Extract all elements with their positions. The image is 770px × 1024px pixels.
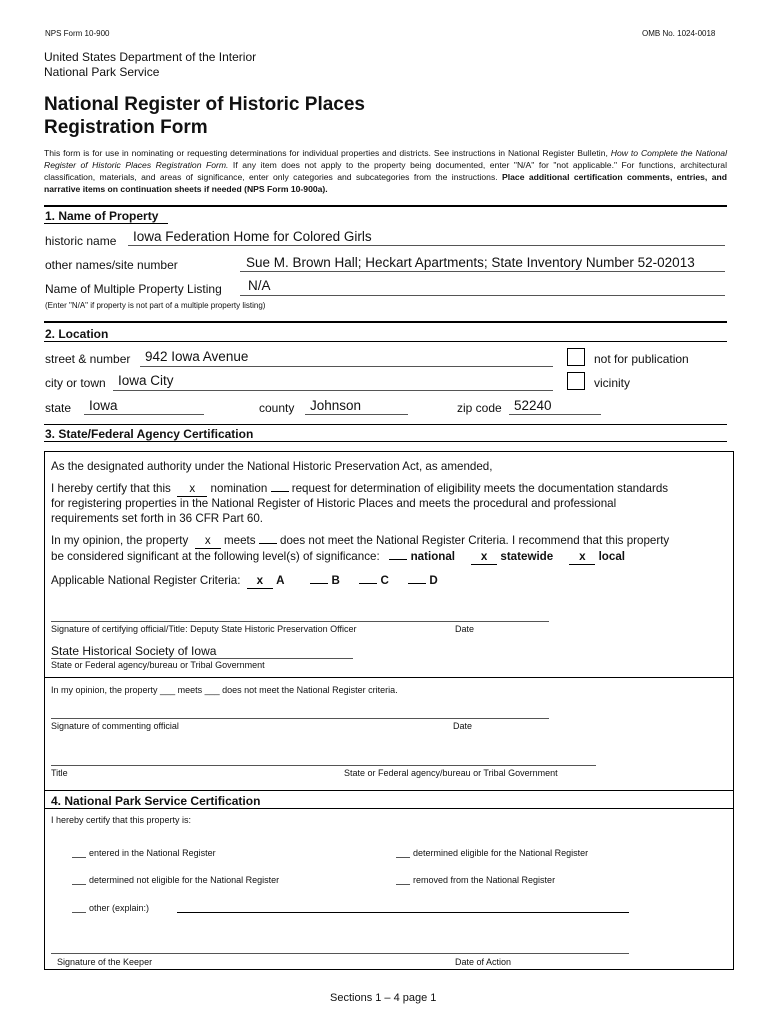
official-signature-line[interactable] [51,621,549,622]
certify-line2: for registering properties in the National Register of Historic Places and meets the procedural and professional [51,497,617,510]
opinion2-text: In my opinion, the property ___ meets ___ does not meet the National Register criteria. [51,685,398,695]
other-names-label: other names/site number [45,258,178,272]
determined-eligible-blank[interactable] [396,857,410,858]
section3-box-divider [44,677,734,678]
not-eligible-label: determined not eligible for the National Register [89,875,280,885]
nomination-mark[interactable]: x [177,481,207,497]
entered-label: entered in the National Register [89,848,216,858]
county-label: county [259,401,295,415]
section2-heading: 2. Location [45,327,109,341]
page-footer: Sections 1 – 4 page 1 [330,992,437,1004]
title-label: Title [51,768,68,778]
entered-blank[interactable] [72,857,86,858]
other-names-line [240,271,725,272]
agency-label: State or Federal agency/bureau or Tribal Government [51,660,265,670]
section3-heading: 3. State/Federal Agency Certification [45,427,254,441]
form-number: NPS Form 10-900 [45,29,110,38]
multiple-listing-label: Name of Multiple Property Listing [45,282,222,296]
agency-name-line [51,658,353,659]
street-label: street & number [45,352,131,366]
criteria-a-mark[interactable]: x [247,573,273,589]
section4-underline [44,808,734,809]
zip-line [509,414,601,415]
certify-line1: I hereby certify that this x nomination request for determination of eligibility meets the documentation standards [51,482,669,495]
not-eligible-blank[interactable] [72,884,86,885]
section2-rule [44,321,727,323]
county-line [305,414,408,415]
state-field[interactable]: Iowa [89,398,118,413]
state-label: state [45,401,72,415]
intro-text: This form is for use in nominating or requesting determinations for individual properties and districts. See instructions in National Register Bulletin, How to Complete the National Register of Historic Places Registration Form. If any item does not apply to the property being documented, enter "N/A" for "not applicable." For functions, architectural classification, materials, and areas of significance, enter only categories and subcategories from the instructions. Place additional certification comments, entries, and narrative items on continuation sheets if needed (NPS Form 10-900a). [44,148,727,194]
historic-name-line [128,245,725,246]
determined-eligible-label: determined eligible for the National Register [413,848,589,858]
department: United States Department of the Interior [44,50,257,64]
title-line[interactable] [51,765,596,766]
national-mark[interactable] [389,559,407,560]
zip-label: zip code [457,401,502,415]
other-names-field[interactable]: Sue M. Brown Hall; Heckart Apartments; State Inventory Number 52-02013 [246,255,695,270]
not-for-publication-label: not for publication [594,352,689,366]
vicinity-label: vicinity [594,376,631,390]
historic-name-label: historic name [45,234,117,248]
multiple-listing-note: (Enter "N/A" if property is not part of a multiple property listing) [45,301,266,310]
criteria-d-mark[interactable] [408,583,426,584]
statewide-mark[interactable]: x [471,549,497,565]
commenting-signature-line[interactable] [51,718,549,719]
other-blank[interactable] [72,912,86,913]
state-line [84,414,204,415]
level-line: be considered significant at the following level(s) of significance: national x statewide x local [51,550,625,563]
meets-mark[interactable]: x [195,533,221,549]
commenting-signature-label: Signature of commenting official [51,721,179,731]
other-label: other (explain:) [89,903,150,913]
commenting-date-label: Date [453,721,473,731]
street-field[interactable]: 942 Iowa Avenue [145,349,249,364]
does-not-meet-mark[interactable] [259,543,277,544]
street-line [140,366,553,367]
section4-box-right [733,790,734,970]
official-date-label: Date [455,624,475,634]
certify-line3: requirements set forth in 36 CFR Part 60. [51,512,263,525]
city-field[interactable]: Iowa City [118,373,174,388]
section3-rule [44,424,727,425]
section3-box-left [44,451,45,678]
section3-box2-left [44,677,45,790]
section2-underline [44,341,727,342]
removed-blank[interactable] [396,884,410,885]
omb-number: OMB No. 1024-0018 [642,29,716,38]
request-mark[interactable] [271,491,289,492]
section4-certify: I hereby certify that this property is: [51,815,192,825]
section1-underline [44,223,168,224]
date-of-action-label: Date of Action [455,957,512,967]
opinion-line: In my opinion, the property x meets does not meet the National Register Criteria. I recommend that this property [51,534,670,547]
agency-name[interactable]: State Historical Society of Iowa [51,644,217,658]
section4-box-left [44,790,45,970]
keeper-signature-line[interactable] [51,953,629,954]
keeper-signature-label: Signature of the Keeper [57,957,153,967]
historic-name-field[interactable]: Iowa Federation Home for Colored Girls [133,229,372,244]
city-label: city or town [45,376,106,390]
vicinity-checkbox[interactable] [567,372,585,390]
other-explain-line[interactable] [177,912,629,913]
not-for-publication-checkbox[interactable] [567,348,585,366]
page-subtitle: Registration Form [44,117,208,138]
section3-box-top [44,451,734,452]
local-mark[interactable]: x [569,549,595,565]
section3-box2-right [733,677,734,790]
multiple-listing-line [240,295,725,296]
criteria-c-mark[interactable] [359,583,377,584]
authority-text: As the designated authority under the National Historic Preservation Act, as amended, [51,460,493,473]
section1-rule [44,205,727,207]
city-line [113,390,553,391]
removed-label: removed from the National Register [413,875,556,885]
section3-underline [44,441,727,442]
criteria-b-mark[interactable] [310,583,328,584]
section4-box-bottom [44,969,734,970]
section4-heading: 4. National Park Service Certification [51,794,261,808]
official-signature-label: Signature of certifying official/Title: Deputy State Historic Preservation Officer [51,624,357,634]
zip-field[interactable]: 52240 [514,398,552,413]
criteria-line: Applicable National Register Criteria: x A B C D [51,574,438,587]
multiple-listing-field[interactable]: N/A [248,278,271,293]
section3-box-right [733,451,734,678]
service: National Park Service [44,65,160,79]
section4-box-top [44,790,734,791]
page-title: National Register of Historic Places [44,94,365,115]
section1-heading: 1. Name of Property [45,209,159,223]
county-field[interactable]: Johnson [310,398,362,413]
agency-label-2: State or Federal agency/bureau or Tribal Government [344,768,558,778]
